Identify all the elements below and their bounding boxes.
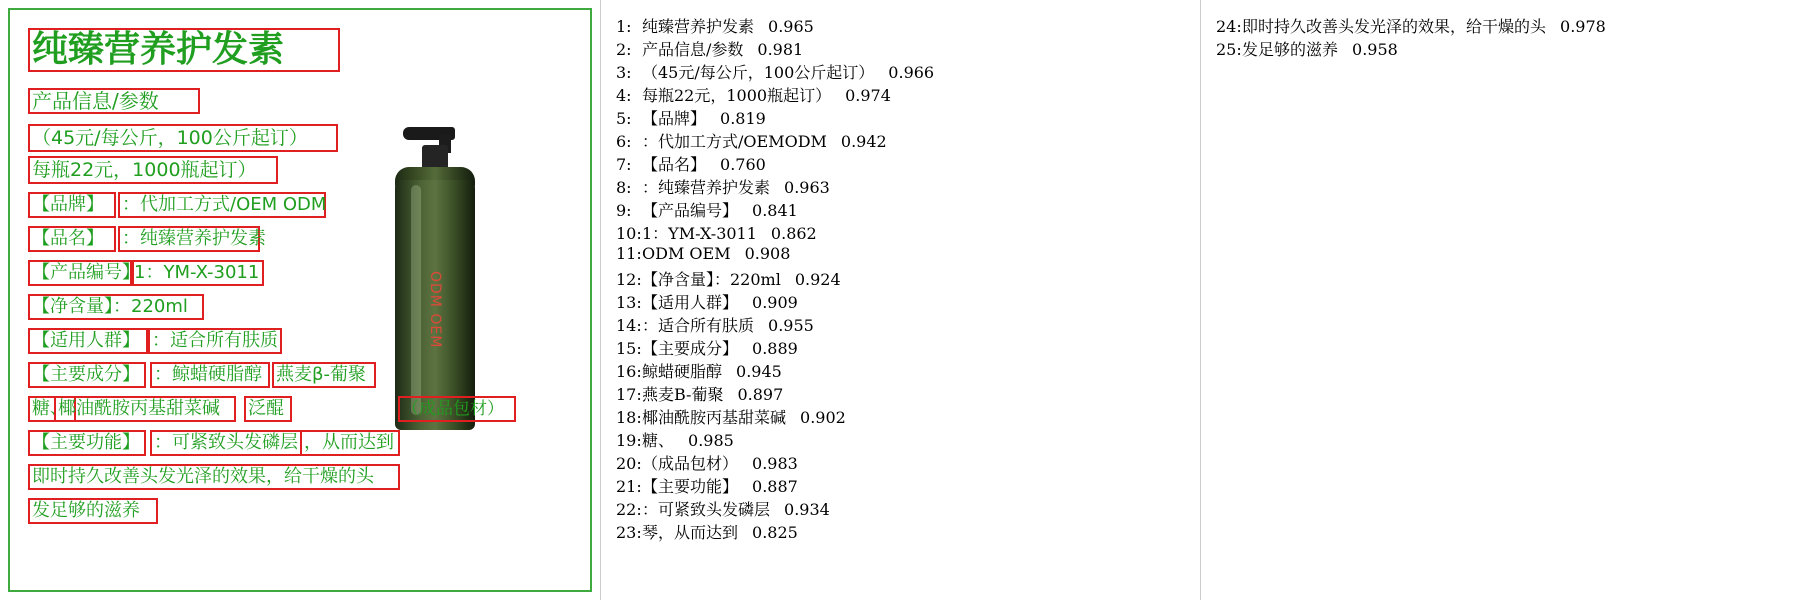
ocr-row-text: 糖、 [642,431,675,450]
annotation-text: ：纯臻营养护发素 [122,228,266,249]
ocr-row-index: 8: [616,178,632,197]
ocr-result-column-2 [1216,14,1786,60]
annotation-text: 【产品编号】 [32,262,140,283]
ocr-row-confidence: 0.955 [768,316,814,335]
ocr-row-confidence: 0.825 [752,523,798,542]
ocr-result-row [616,221,1186,244]
ocr-row-text: 鲸蜡硬脂醇 [642,362,723,381]
ocr-row-text: ：代加工方式/OEMODM [642,132,827,151]
ocr-row-index: 7: [616,155,632,174]
ocr-row-index: 2: [616,40,632,59]
ocr-result-row [616,267,1186,290]
annotation-text: 糖、 [32,398,68,419]
ocr-row-text: （45元/每公斤，100公斤起订） [642,63,875,82]
annotation-text: 【主要功能】 [32,432,140,453]
ocr-row-text: 【品牌】 [642,109,707,128]
ocr-result-row [616,313,1186,336]
annotated-image-panel [8,8,592,592]
ocr-result-row [616,37,1186,60]
ocr-row-confidence: 0.819 [720,109,766,128]
annotation-text: 【主要成分】 [32,364,140,385]
image-annotation-box [28,498,158,524]
ocr-row-index: 3: [616,63,632,82]
annotation-text: 每瓶22元，1000瓶起订） [32,158,257,181]
ocr-row-confidence: 0.841 [752,201,798,220]
ocr-row-index: 11: [616,244,642,263]
ocr-row-index: 13: [616,293,642,312]
ocr-row-text: 椰油酰胺丙基甜菜碱 [642,408,787,427]
ocr-row-text: 琴，从而达到 [642,523,739,542]
ocr-row-index: 14: [616,316,642,335]
ocr-row-text: 【主要功能】 [642,477,739,496]
ocr-result-row [616,244,1186,267]
ocr-row-text: 【适用人群】 [642,293,739,312]
image-annotation-box [28,226,116,252]
ocr-row-index: 18: [616,408,642,427]
ocr-result-row [616,382,1186,405]
ocr-row-confidence: 0.897 [737,385,784,404]
annotation-text: ：适合所有肤质 [152,330,278,351]
ocr-row-index: 10: [616,224,642,243]
ocr-row-index: 23: [616,523,642,542]
ocr-result-row [616,129,1186,152]
ocr-row-confidence: 0.902 [800,408,846,427]
ocr-row-confidence: 0.909 [752,293,798,312]
ocr-row-index: 20: [616,454,642,473]
ocr-row-index: 6: [616,132,632,151]
panel-divider-right [1200,0,1201,600]
ocr-result-row [616,14,1186,37]
ocr-row-text: 1：YM-X-3011 [642,224,757,243]
ocr-result-row [616,405,1186,428]
ocr-row-confidence: 0.985 [688,431,734,450]
ocr-row-confidence: 0.908 [744,244,791,263]
ocr-result-row [616,175,1186,198]
ocr-row-index: 9: [616,201,632,220]
image-annotation-box [272,362,376,388]
image-annotation-box [54,396,236,422]
annotation-text: ：可紧致头发磷层 [154,432,298,453]
ocr-row-confidence: 0.978 [1560,17,1606,36]
annotation-text: 【适用人群】 [32,330,140,351]
ocr-row-text: 【主要成分】 [642,339,739,358]
ocr-row-confidence: 0.862 [770,224,817,243]
ocr-row-index: 24: [1216,17,1242,36]
ocr-row-text: 【净含量】：220ml [642,270,781,289]
ocr-result-row [616,290,1186,313]
ocr-row-confidence: 0.887 [752,477,798,496]
annotation-text: 1：YM-X-3011 [134,262,260,283]
image-annotation-box [28,156,278,184]
ocr-result-row [616,497,1186,520]
ocr-result-row [616,520,1186,543]
image-annotation-box [398,396,516,422]
ocr-result-row [616,336,1186,359]
ocr-row-confidence: 0.942 [840,132,887,151]
ocr-row-confidence: 0.934 [784,500,830,519]
ocr-row-text: ODM OEM [642,244,731,263]
annotation-text: 【净含量】：220ml [32,296,188,317]
image-annotation-box [28,124,338,152]
image-annotation-box [28,328,148,354]
ocr-row-confidence: 0.924 [794,270,841,289]
annotation-text: 纯臻营养护发素 [32,29,285,70]
bottle-label-text: ODM OEM [427,271,443,349]
annotation-text: 产品信息/参数 [32,89,159,113]
annotation-text: 燕麦β-葡聚 [276,364,366,385]
annotation-text: 【品牌】 [32,194,104,215]
ocr-result-row [616,359,1186,382]
ocr-row-text: 【品名】 [642,155,707,174]
image-annotation-box [28,88,200,114]
ocr-row-text: 产品信息/参数 [642,40,744,59]
ocr-row-index: 22: [616,500,642,519]
image-annotation-box [28,294,204,320]
ocr-row-index: 5: [616,109,632,128]
ocr-row-text: 纯臻营养护发素 [642,17,755,36]
ocr-row-confidence: 0.963 [784,178,830,197]
ocr-row-text: ：纯臻营养护发素 [642,178,771,197]
annotation-text: ：鲸蜡硬脂醇 [154,364,262,385]
ocr-row-text: 即时持久改善头发光泽的效果，给干燥的头 [1242,17,1547,36]
ocr-row-text: 燕麦B-葡聚 [642,385,724,404]
ocr-row-confidence: 0.945 [736,362,782,381]
product-bottle-image [365,105,505,435]
ocr-row-confidence: 0.965 [768,17,814,36]
ocr-result-row [1216,37,1786,60]
image-annotation-box [28,192,116,218]
image-annotation-box [148,328,282,354]
ocr-row-index: 4: [616,86,632,105]
ocr-row-text: 每瓶22元，1000瓶起订） [642,86,832,105]
ocr-row-text: ：可紧致头发磷层 [642,500,771,519]
image-annotation-box [28,260,140,286]
ocr-row-index: 19: [616,431,642,450]
annotation-text: （成品包材） [402,398,504,419]
ocr-row-index: 21: [616,477,642,496]
image-annotation-box [150,430,302,456]
ocr-result-row [616,428,1186,451]
ocr-row-confidence: 0.966 [888,63,935,82]
annotation-text: ：代加工方式/OEM ODM [122,194,327,215]
ocr-result-row [616,106,1186,129]
annotation-text: ，从而达到 [304,432,394,453]
annotation-text: （45元/每公斤，100公斤起订） [32,126,308,149]
ocr-row-text: ：适合所有肤质 [642,316,755,335]
image-annotation-box [150,362,270,388]
ocr-row-confidence: 0.760 [720,155,766,174]
ocr-row-index: 17: [616,385,642,404]
image-annotation-box [28,430,146,456]
ocr-result-row [616,451,1186,474]
ocr-row-index: 12: [616,270,642,289]
ocr-row-confidence: 0.981 [757,40,804,59]
image-annotation-box [118,226,266,252]
image-annotation-box [28,464,400,490]
ocr-row-text: 【产品编号】 [642,201,739,220]
ocr-result-row [1216,14,1786,37]
annotation-text: 即时持久改善头发光泽的效果，给干燥的头 [32,466,374,487]
ocr-row-index: 16: [616,362,642,381]
ocr-row-text: 发足够的滋养 [1242,40,1339,59]
annotation-text: 【品名】 [32,228,104,249]
ocr-row-confidence: 0.958 [1352,40,1398,59]
panel-divider-left [600,0,601,600]
ocr-result-row [616,152,1186,175]
ocr-row-confidence: 0.974 [845,86,891,105]
ocr-result-row [616,474,1186,497]
annotation-text: 发足够的滋养 [32,500,140,521]
ocr-row-text: （成品包材） [642,454,739,473]
image-annotation-box [130,260,264,286]
ocr-row-index: 25: [1216,40,1242,59]
ocr-row-index: 15: [616,339,642,358]
ocr-result-row [616,83,1186,106]
image-annotation-box [118,192,326,218]
image-annotation-box [28,362,146,388]
image-annotation-box [244,396,292,422]
annotation-text: 椰油酰胺丙基甜菜碱 [58,398,220,419]
ocr-result-column-1 [616,14,1186,543]
ocr-row-confidence: 0.983 [752,454,798,473]
ocr-row-index: 1: [616,17,632,36]
annotation-text: 泛醌 [248,398,284,419]
image-annotation-box [300,430,400,456]
ocr-result-row [616,198,1186,221]
ocr-result-row [616,60,1186,83]
ocr-row-confidence: 0.889 [752,339,798,358]
image-annotation-box [28,28,340,72]
